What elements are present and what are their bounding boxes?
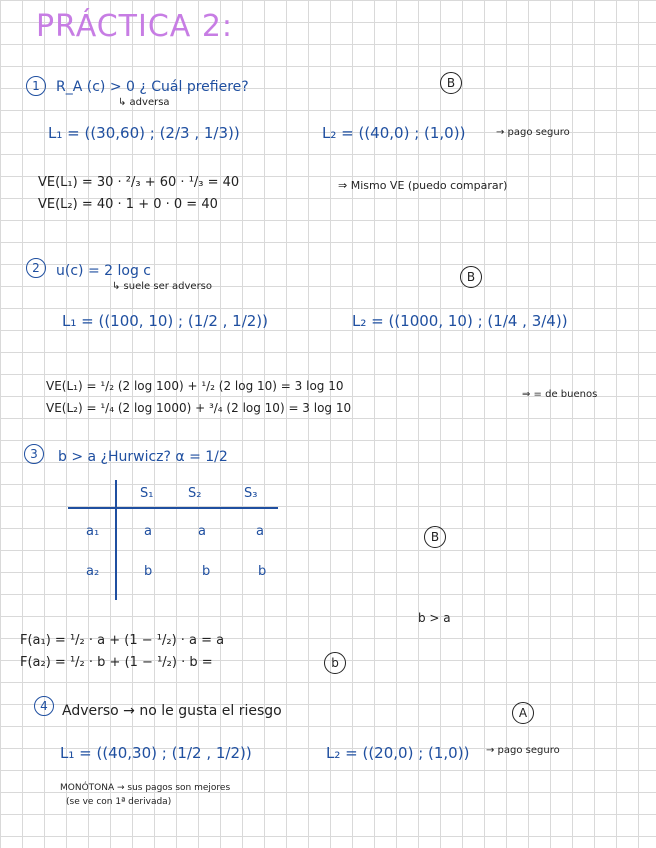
question-2-number: 2 — [26, 258, 46, 278]
q4-note-2: (se ve con 1ª derivada) — [66, 797, 172, 807]
q1-ve-1: VE(L₁) = 30 · ²/₃ + 60 · ¹/₃ = 40 — [38, 175, 240, 190]
q3-hurwicz-a2-answer: b — [324, 652, 346, 674]
q3-hurwicz-a2: F(a₂) = ¹/₂ · b + (1 − ¹/₂) · b = — [20, 655, 213, 670]
q1-conclusion: ⇒ Mismo VE (puedo comparar) — [338, 179, 508, 192]
q2-note: ↳ suele ser adverso — [112, 281, 213, 292]
question-3-number: 3 — [24, 444, 44, 464]
table-row-label: a₁ — [86, 524, 100, 539]
table-row-label: a₂ — [86, 564, 100, 579]
q1-note: ↳ adversa — [118, 97, 170, 108]
q4-answer: A — [512, 702, 534, 724]
q4-lottery-1: L₁ = ((40,30) ; (1/2 , 1/2)) — [60, 744, 252, 762]
decision-table — [68, 480, 278, 600]
table-col-header: S₂ — [188, 486, 202, 501]
q2-answer: B — [460, 266, 482, 288]
q4-lottery-2-note: → pago seguro — [486, 745, 560, 756]
table-cell: a — [144, 524, 152, 539]
q2-header: u(c) = 2 log c — [56, 263, 151, 279]
q1-header: R_A (c) > 0 ¿ Cuál prefiere? — [56, 79, 249, 95]
q2-ve-1: VE(L₁) = ¹/₂ (2 log 100) + ¹/₂ (2 log 10) = 3 log 10 — [46, 379, 344, 393]
table-row-rule — [115, 480, 117, 600]
q2-lottery-2: L₂ = ((1000, 10) ; (1/4 , 3/4)) — [352, 312, 568, 330]
q3-hurwicz-a1: F(a₁) = ¹/₂ · a + (1 − ¹/₂) · a = a — [20, 633, 225, 648]
table-cell: a — [256, 524, 264, 539]
q4-lottery-2: L₂ = ((20,0) ; (1,0)) — [326, 744, 470, 762]
q1-lottery-2: L₂ = ((40,0) ; (1,0)) — [322, 124, 466, 142]
q3-side-note: b > a — [418, 611, 451, 625]
q1-answer: B — [440, 72, 462, 94]
q4-header: Adverso → no le gusta el riesgo — [62, 703, 282, 719]
question-4-number: 4 — [34, 696, 54, 716]
table-cell: b — [144, 564, 153, 579]
q1-lottery-1: L₁ = ((30,60) ; (2/3 , 1/3)) — [48, 124, 240, 142]
q2-conclusion: ⇒ = de buenos — [522, 389, 598, 400]
table-cell: b — [258, 564, 267, 579]
table-cell: b — [202, 564, 211, 579]
page-title: PRÁCTICA 2: — [36, 9, 234, 44]
table-header-rule — [68, 507, 278, 509]
table-cell: a — [198, 524, 206, 539]
q2-ve-2: VE(L₂) = ¹/₄ (2 log 1000) + ³/₄ (2 log 10) = 3 log 10 — [46, 401, 352, 415]
q2-lottery-1: L₁ = ((100, 10) ; (1/2 , 1/2)) — [62, 312, 269, 330]
q1-ve-2: VE(L₂) = 40 · 1 + 0 · 0 = 40 — [38, 197, 218, 212]
question-1-number: 1 — [26, 76, 46, 96]
q3-header: b > a ¿Hurwicz? α = 1/2 — [58, 449, 228, 465]
q4-note-1: MONÓTONA → sus pagos son mejores — [60, 783, 231, 793]
q3-answer: B — [424, 526, 446, 548]
table-col-header: S₃ — [244, 486, 258, 501]
table-col-header: S₁ — [140, 486, 154, 501]
q1-lottery-2-note: → pago seguro — [496, 127, 570, 138]
